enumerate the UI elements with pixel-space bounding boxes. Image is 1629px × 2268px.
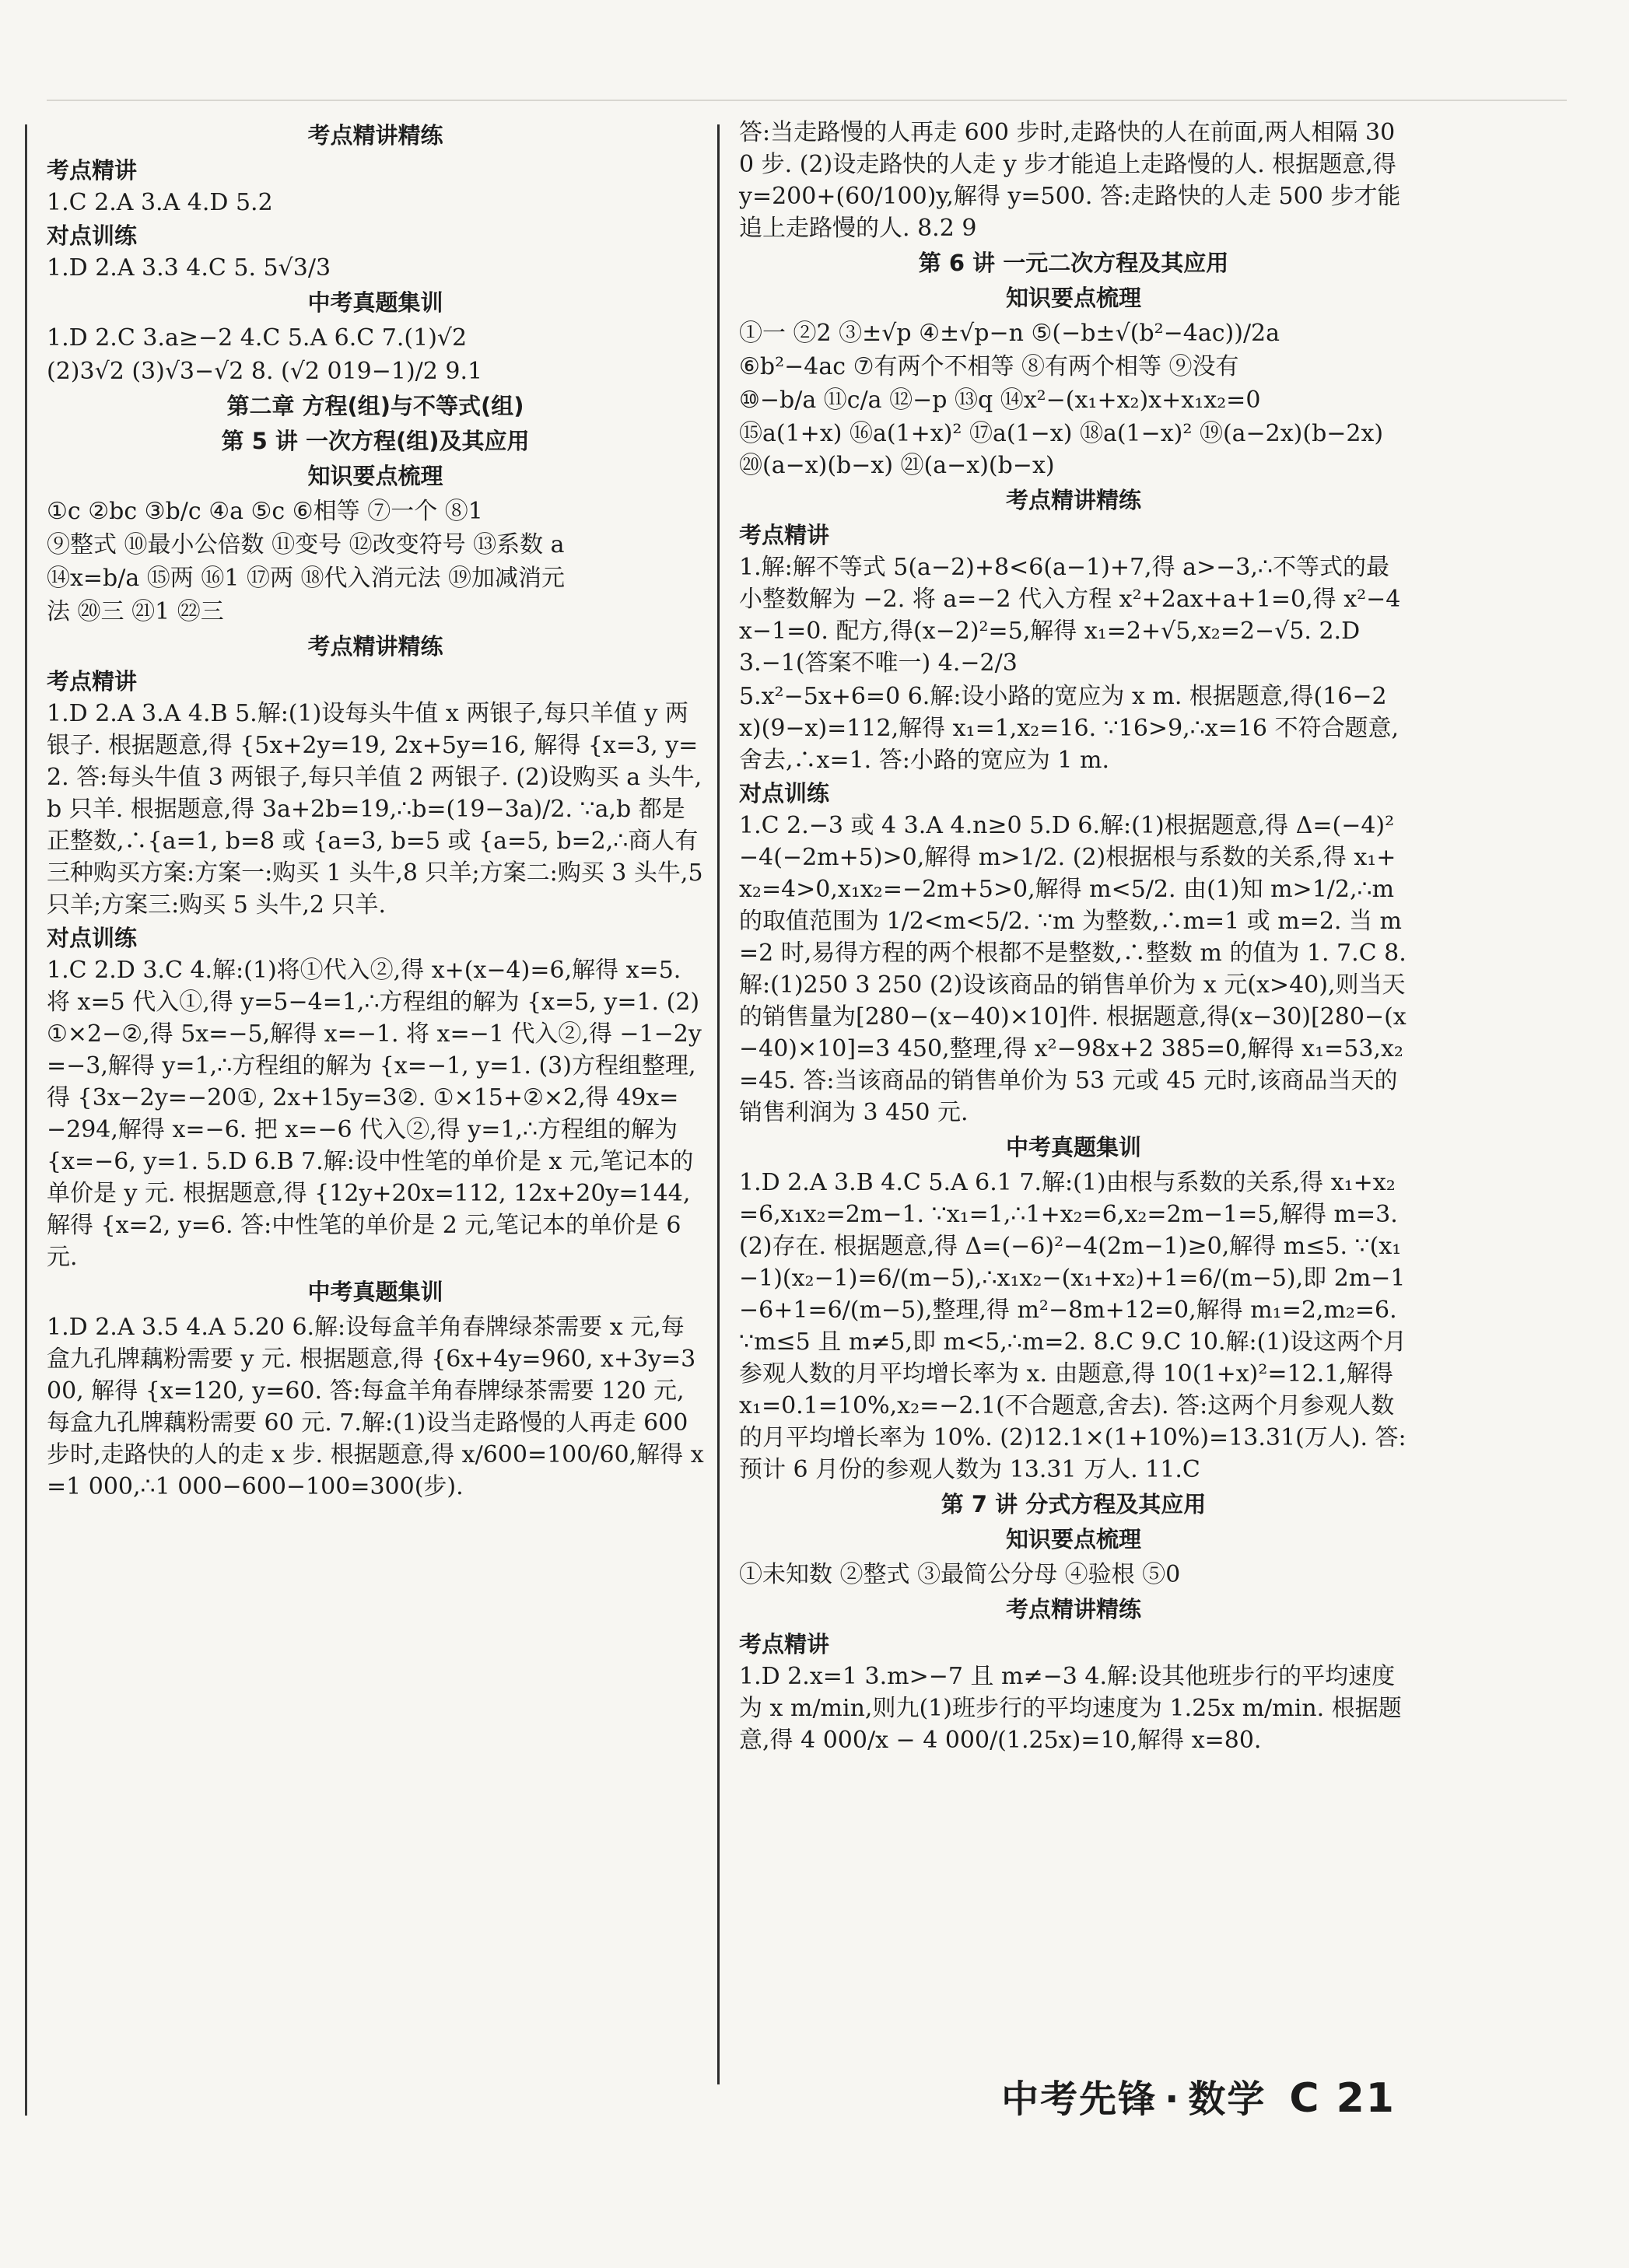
answer-paragraph: 1.D 2.A 3.3 4.C 5. 5√3/3 xyxy=(47,254,331,282)
answer-paragraph: 1.C 2.A 3.A 4.D 5.2 xyxy=(47,189,273,216)
answer-paragraph: 1.解:解不等式 5(a−2)+8<6(a−1)+7,得 a>−3,∴不等式的最小整数解为 −2. 将 a=−2 代入方程 x²+2ax+a+1=0,得 x²−4x−1=0. 配方,得(x−2)²=5,解得 x₁=2+√5,x₂=2−√5. 2.D 3.−1(答案不唯一) 4.−2/3 xyxy=(739,554,1401,677)
answer-paragraph: ⑮a(1+x) ⑯a(1+x)² ⑰a(1−x) ⑱a(1−x)² ⑲(a−2x)(b−2x) ⑳(a−x)(b−x) ㉑(a−x)(b−x) xyxy=(739,420,1384,479)
subsection-heading: 对点训练 xyxy=(47,222,138,249)
footer-dot: · xyxy=(1165,2077,1181,2121)
section-heading: 中考真题集训 xyxy=(307,289,443,316)
answer-paragraph: ①一 ②2 ③±√p ④±√p−n ⑤(−b±√(b²−4ac))/2a xyxy=(739,320,1280,347)
answer-paragraph: 1.D 2.A 3.A 4.B 5.解:(1)设每头牛值 x 两银子,每只羊值 y 两银子. 根据题意,得 {5x+2y=19, 2x+5y=16, 解得 {x=3, y=2. 答:每头牛值 3 两银子,每只羊值 2 两银子. (2)设购买 a 头牛,b 只羊. 根据题意,得 3a+2b=19,∴b=(19−3a)/2. ∵a,b 都是正整数,∴{a=1, b=8 或 {a=3, b=5 或 {a=5, b=2,∴商人有三种购买方案:方案一:购买 1 头牛,8 只羊;方案二:购买 3 头牛,5 只羊;方案三:购买 5 头牛,2 只羊. xyxy=(47,700,703,919)
page-number: C 21 xyxy=(1289,2075,1396,2122)
subsection-heading: 考点精讲 xyxy=(739,522,830,548)
answer-paragraph: ⑭x=b/a ⑮两 ⑯1 ⑰两 ⑱代入消元法 ⑲加减消元 xyxy=(47,565,566,592)
section-heading: 知识要点梳理 xyxy=(307,463,443,489)
section-heading: 考点精讲精练 xyxy=(307,633,443,660)
section-heading: 知识要点梳理 xyxy=(1005,1526,1141,1552)
answer-paragraph: 5.x²−5x+6=0 6.解:设小路的宽应为 x m. 根据题意,得(16−2x)(9−x)=112,解得 x₁=1,x₂=16. ∵16>9,∴x=16 不符合题意,舍去,∴x=1. 答:小路的宽应为 1 m. xyxy=(739,683,1400,774)
section-heading: 考点精讲精练 xyxy=(1005,487,1141,513)
section-heading: 第 6 讲 一元二次方程及其应用 xyxy=(918,250,1229,276)
answer-paragraph: 1.C 2.−3 或 4 3.A 4.n≥0 5.D 6.解:(1)根据题意,得 Δ=(−4)²−4(−2m+5)>0,解得 m>1/2. (2)根据根与系数的关系,得 x₁+x₂=4>0,x₁x₂=−2m+5>0,解得 m<5/2. 由(1)知 m>1/2,∴m 的取值范围为 1/2<m<5/2. ∵m 为整数,∴m=1 或 m=2. 当 m=2 时,易得方程的两个根都不是整数,∴整数 m 的值为 1. 7.C 8.解:(1)250 3 250 (2)设该商品的销售单价为 x 元(x>40),则当天的销售量为[280−(x−40)×10]件. 根据题意,得(x−30)[280−(x−40)×10]=3 450,整理,得 x²−98x+2 385=0,解得 x₁=53,x₂=45. 答:当该商品的销售单价为 53 元或 45 元时,该商品当天的销售利润为 3 450 元. xyxy=(739,812,1407,1126)
section-heading: 第二章 方程(组)与不等式(组) xyxy=(226,393,524,419)
right-column xyxy=(739,117,1408,1758)
section-heading: 中考真题集训 xyxy=(307,1279,443,1305)
answer-paragraph: ⑥b²−4ac ⑦有两个不相等 ⑧有两个相等 ⑨没有 xyxy=(739,353,1239,380)
subsection-heading: 考点精讲 xyxy=(47,668,138,695)
answer-paragraph: (2)3√2 (3)√3−√2 8. (√2 019−1)/2 9.1 xyxy=(47,358,483,385)
footer-subject: 数学 xyxy=(1188,2077,1266,2121)
subsection-heading: 对点训练 xyxy=(739,780,830,807)
answer-paragraph: ①未知数 ②整式 ③最简公分母 ④验根 ⑤0 xyxy=(739,1561,1181,1588)
section-heading: 中考真题集训 xyxy=(1005,1134,1141,1160)
answer-paragraph: 法 ⑳三 ㉑1 ㉒三 xyxy=(47,598,224,625)
answer-paragraph: 1.D 2.A 3.B 4.C 5.A 6.1 7.解:(1)由根与系数的关系,得 x₁+x₂=6,x₁x₂=2m−1. ∵x₁=1,∴1+x₂=6,x₂=2m−1=5,解得 m=3. (2)存在. 根据题意,得 Δ=(−6)²−4(2m−1)≥0,解得 m≤5. ∵(x₁−1)(x₂−1)=6/(m−5),∴x₁x₂−(x₁+x₂)+1=6/(m−5),即 2m−1−6+1=6/(m−5),整理,得 m²−8m+12=0,解得 m₁=2,m₂=6. ∵m≤5 且 m≠5,即 m<5,∴m=2. 8.C 9.C 10.解:(1)设这两个月参观人数的月平均增长率为 x. 由题意,得 10(1+x)²=12.1,解得 x₁=0.1=10%,x₂=−2.1(不合题意,舍去). 答:这两个月参观人数的月平均增长率为 10%. (2)12.1×(1+10%)=13.31(万人). 答:预计 6 月份的参观人数为 13.31 万人. 11.C xyxy=(739,1169,1407,1483)
page-footer xyxy=(1001,2069,1396,2123)
answer-paragraph: ①c ②bc ③b/c ④a ⑤c ⑥相等 ⑦一个 ⑧1 xyxy=(47,498,483,525)
footer-book-title: 中考先锋 xyxy=(1001,2077,1158,2121)
answer-paragraph: 1.C 2.D 3.C 4.解:(1)将①代入②,得 x+(x−4)=6,解得 x=5. 将 x=5 代入①,得 y=5−4=1,∴方程组的解为 {x=5, y=1. (2)①×2−②,得 5x=−5,解得 x=−1. 将 x=−1 代入②,得 −1−2y=−3,解得 y=1,∴方程组的解为 {x=−1, y=1. (3)方程组整理,得 {3x−2y=−20①, 2x+15y=3②. ①×15+②×2,得 49x=−294,解得 x=−6. 把 x=−6 代入②,得 y=1,∴方程组的解为 {x=−6, y=1. 5.D 6.B 7.解:设中性笔的单价是 x 元,笔记本的单价是 y 元. 根据题意,得 {12y+20x=112, 12x+20y=144, 解得 {x=2, y=6. 答:中性笔的单价是 2 元,笔记本的单价是 6 元. xyxy=(47,957,702,1271)
answer-paragraph: ⑩−b/a ⑪c/a ⑫−p ⑬q ⑭x²−(x₁+x₂)x+x₁x₂=0 xyxy=(739,387,1261,414)
subsection-heading: 对点训练 xyxy=(47,925,138,951)
left-column xyxy=(47,117,704,1504)
left-margin-line xyxy=(25,124,27,2116)
answer-paragraph: 1.D 2.x=1 3.m>−7 且 m≠−3 4.解:设其他班步行的平均速度为 x m/min,则九(1)班步行的平均速度为 1.25x m/min. 根据题意,得 4 000/x − 4 000/(1.25x)=10,解得 x=80. xyxy=(739,1663,1402,1754)
answer-paragraph: 答:当走路慢的人再走 600 步时,走路快的人在前面,两人相隔 300 步. (2)设走路快的人走 y 步才能追上走路慢的人. 根据题意,得 y=200+(60/100)y,解得 y=500. 答:走路快的人走 500 步才能追上走路慢的人. 8.2 9 xyxy=(739,119,1401,242)
subsection-heading: 考点精讲 xyxy=(47,157,138,184)
subsection-heading: 考点精讲 xyxy=(739,1631,830,1657)
top-rule xyxy=(47,100,1567,101)
section-heading: 第 7 讲 分式方程及其应用 xyxy=(941,1491,1207,1517)
section-heading: 知识要点梳理 xyxy=(1005,285,1141,311)
answer-paragraph: 1.D 2.C 3.a≥−2 4.C 5.A 6.C 7.(1)√2 xyxy=(47,324,468,352)
answer-paragraph: 1.D 2.A 3.5 4.A 5.20 6.解:设每盒羊角春牌绿茶需要 x 元,每盒九孔牌藕粉需要 y 元. 根据题意,得 {6x+4y=960, x+3y=300, 解得 {x=120, y=60. 答:每盒羊角春牌绿茶需要 120 元,每盒九孔牌藕粉需要 60 元. 7.解:(1)设当走路慢的人再走 600 步时,走路快的人的走 x 步. 根据题意,得 x/600=100/60,解得 x=1 000,∴1 000−600−100=300(步). xyxy=(47,1314,704,1500)
section-heading: 考点精讲精练 xyxy=(307,122,443,149)
section-heading: 考点精讲精练 xyxy=(1005,1596,1141,1622)
section-heading: 第 5 讲 一次方程(组)及其应用 xyxy=(221,428,530,454)
column-divider xyxy=(717,124,720,2084)
answer-paragraph: ⑨整式 ⑩最小公倍数 ⑪变号 ⑫改变符号 ⑬系数 a xyxy=(47,531,565,558)
